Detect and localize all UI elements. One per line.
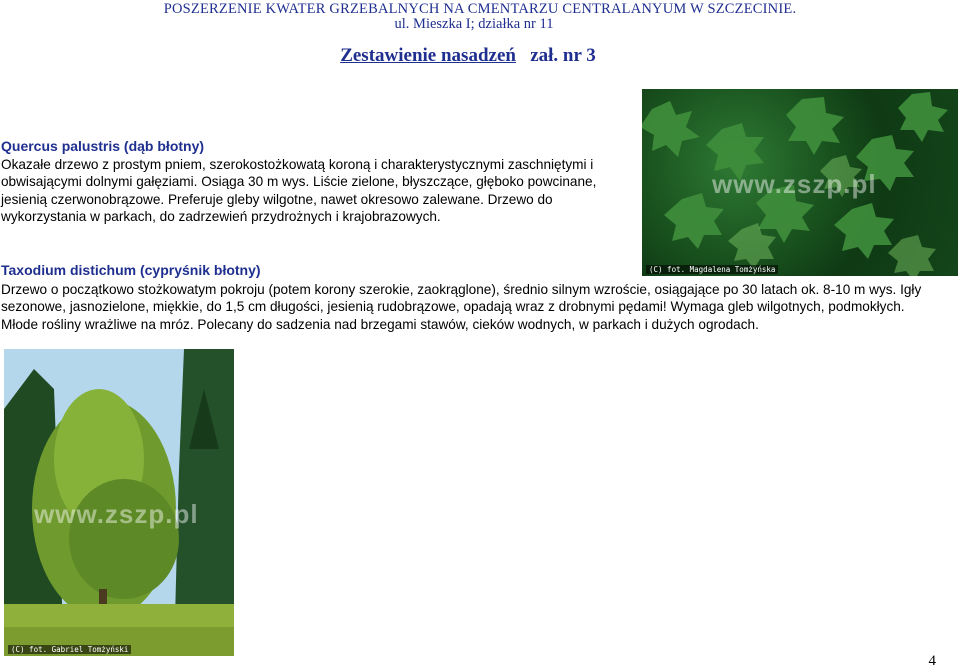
oak-leaves-photo: [642, 89, 958, 276]
oak-photo-watermark: www.zszp.pl: [712, 169, 877, 199]
cypress-photo-watermark: www.zszp.pl: [34, 499, 199, 529]
page-number: 4: [928, 653, 936, 669]
species-description-taxodium: Drzewo o początkowo stożkowatym pokroju (potem korony szerokie, zaokrąglone), średnio silnym wzroście, osiągające po 30 latach ok. 8-10 m wys. Igły sezonowe, jasnozielone, miękkie, do 1,5 cm długości, jesienią rudobrązowe, opadają wraz z drobnymi pędami! Wymaga gleb wilgotnych, podmokłych. Młode rośliny wrażliwe na mróz. Polecany do sadzenia nad brzegami stawów, cieków wodnych, w parkach i dużych ogrodach.: [1, 282, 922, 332]
species-name-taxodium: Taxodium distichum (cypryśnik błotny): [1, 262, 261, 278]
title-underlined: Zestawienie nasadzeń: [340, 45, 516, 66]
document-header-line-2: ul. Mieszka I; działka nr 11: [394, 16, 554, 32]
title-attachment: zał. nr 3: [515, 45, 596, 66]
species-name-quercus: Quercus palustris (dąb błotny): [1, 138, 205, 154]
document-header-line-1: POSZERZENIE KWATER GRZEBALNYCH NA CMENTARZU CENTRALANYUM W SZCZECINIE.: [163, 1, 797, 17]
species-description-quercus: Okazałe drzewo z prostym pniem, szerokostożkowatą koroną i charakterystycznymi zaschniętymi i obwisającymi dolnymi gałęziami. Osiąga 30 m wys. Liście zielone, błyszczące, głęboko powcinane, jesienią czerwonobrązowe. Preferuje gleby wilgotne, nawet okresowo zalewane. Drzewo do wykorzystania w parkach, do zadrzewień przydrożnych i krajobrazowych.: [1, 157, 597, 224]
cypress-photo-credit: (C) fot. Gabriel Tomżyński: [8, 645, 131, 654]
oak-photo-credit: (C) fot. Magdalena Tomżyńska: [646, 265, 778, 274]
bald-cypress-photo: [4, 349, 234, 656]
page-title: [0, 45, 936, 67]
